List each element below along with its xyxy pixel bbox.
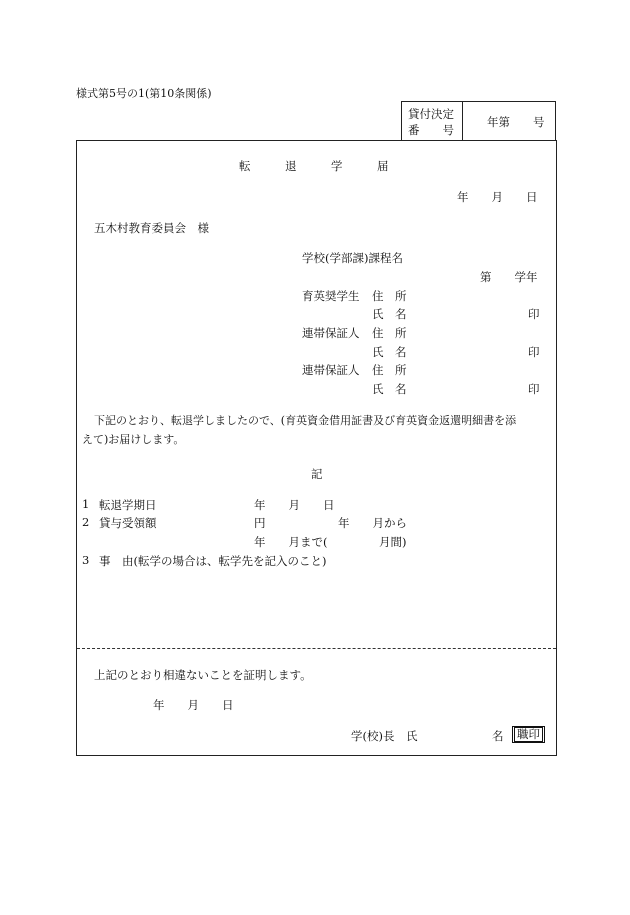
item1-value: 年 月 日 [254,498,335,512]
school-label: 学校(学部課)課程名 [302,251,403,265]
guarantor1-label: 連帯保証人 [302,326,360,340]
form-title: 転 退 学 届 [239,159,389,173]
official-seal-outer [512,726,545,743]
official-seal-text: 職印 [514,727,543,742]
decision-value: 年第 号 [487,115,545,129]
decision-number-box [401,101,556,141]
decision-label-cell [402,102,463,141]
item1-number: 1 [82,497,90,511]
guarantor2-label: 連帯保証人 [302,363,360,377]
item2-until: 年 月まで( [254,535,328,549]
guarantor1-seal: 印 [528,345,540,359]
decision-label [408,106,454,138]
guarantor2-name-label: 氏 名 [372,382,407,396]
grade-label: 第 学年 [480,270,538,284]
item2-number: 2 [82,515,90,529]
decision-label-bottom: 番 号 [408,123,454,137]
addressee: 五木村教育委員会 様 [94,221,209,235]
form-number: 様式第5号の1(第10条関係) [76,87,212,100]
item3-number: 3 [82,553,90,567]
principal-label: 学(校)長 氏 [351,729,418,743]
guarantor1-address-label: 住 所 [372,326,407,340]
item2-from: 年 月から [338,516,407,530]
decision-label-top: 貸付決定 [408,107,454,121]
student-address-label: 住 所 [372,289,407,303]
body-text-line2: えて)お届けします。 [82,433,185,446]
student-label: 育英奨学生 [302,289,360,303]
dashed-separator [77,648,556,649]
ki-heading: 記 [311,467,323,481]
item2-label: 貸与受領額 [99,516,157,530]
body-text-line1: 下記のとおり、転退学しましたので、(育英資金借用証書及び育英資金返還明細書を添 [94,414,517,427]
item2-yen: 円 [254,516,266,530]
certify-date: 年 月 日 [153,698,234,712]
student-name-label: 氏 名 [372,307,407,321]
principal-name-suffix: 名 [492,729,504,743]
certify-text: 上記のとおり相違ないことを証明します。 [94,668,312,682]
guarantor2-seal: 印 [528,382,540,396]
student-seal: 印 [528,307,540,321]
item3-label: 事 由(転学の場合は、転学先を記入のこと) [99,554,327,568]
item1-label: 転退学期日 [99,498,157,512]
guarantor2-address-label: 住 所 [372,363,407,377]
item2-months: 月間) [379,535,407,549]
guarantor1-name-label: 氏 名 [372,345,407,359]
official-seal [512,726,545,743]
submission-date: 年 月 日 [457,190,538,204]
